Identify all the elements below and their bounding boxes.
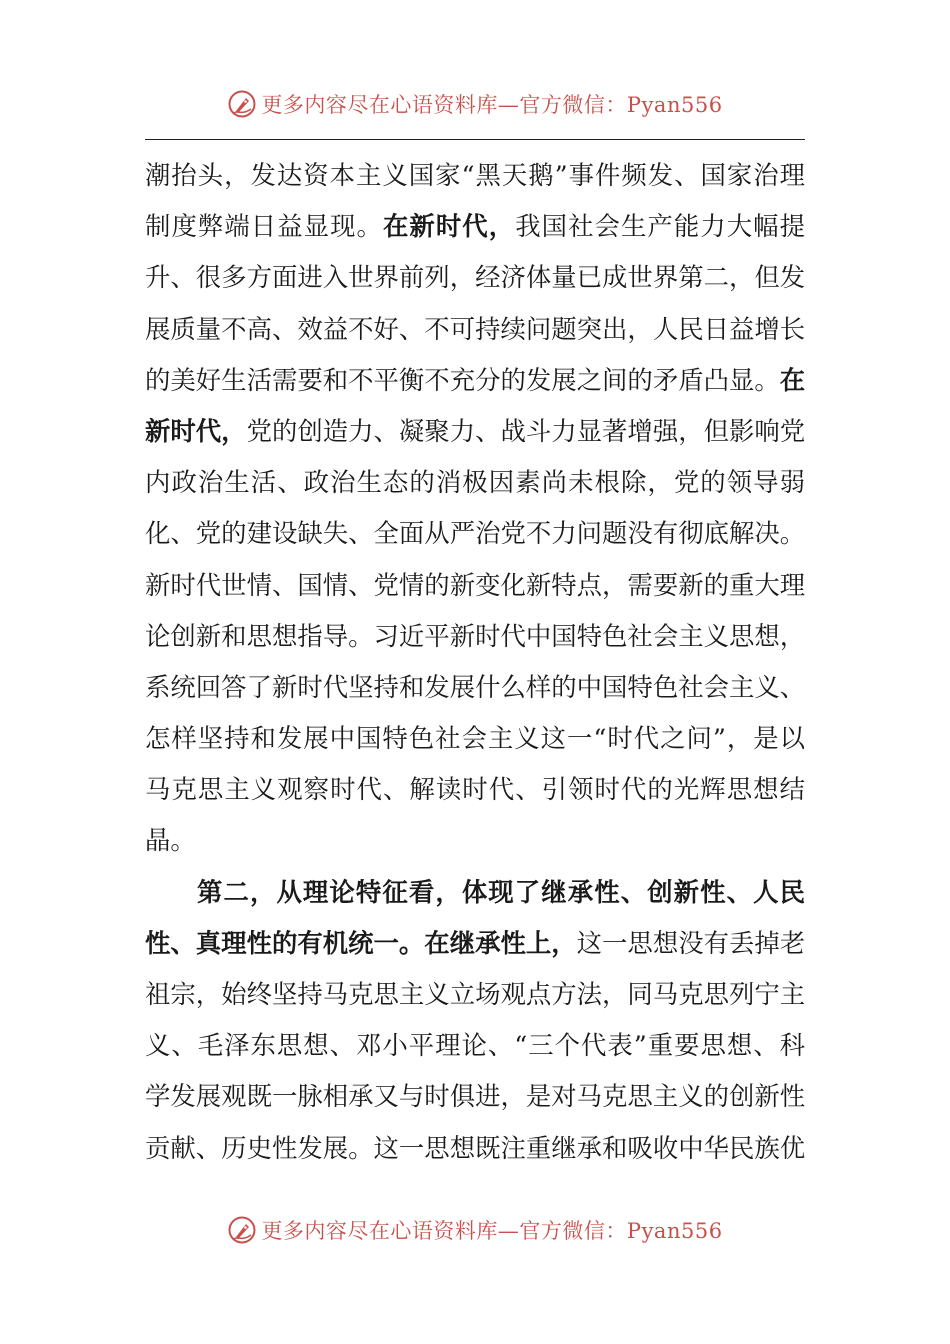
text-line	[145, 867, 805, 918]
text-line	[145, 252, 805, 303]
bold-text-run: 新时代，	[145, 415, 247, 446]
bold-text-run: 在	[779, 364, 805, 395]
header-divider	[145, 139, 805, 140]
text-run: 祖宗，始终坚持马克思主义立场观点方法，同马克思列宁主	[145, 979, 805, 1009]
text-line	[145, 1123, 805, 1174]
text-line	[145, 150, 805, 201]
text-run: 义、毛泽东思想、邓小平理论、“三个代表”重要思想、科	[145, 1030, 805, 1061]
bold-text-run: 在新时代，	[382, 211, 516, 242]
text-run: 制度弊端日益显现。	[145, 211, 383, 242]
text-line	[145, 355, 805, 406]
text-line	[145, 1071, 805, 1122]
text-run: 马克思主义观察时代、解读时代、引领时代的光辉思想结	[145, 774, 805, 805]
header-watermark	[0, 84, 950, 124]
text-run: 这一思想没有丢掉老	[576, 927, 805, 958]
text-line	[145, 508, 805, 559]
bold-text-run: 在继承性上，	[424, 927, 577, 958]
text-line	[145, 406, 805, 457]
text-run: 党的创造力、凝聚力、战斗力显著增强，但影响党	[246, 415, 805, 446]
text-run: 内政治生活、政治生态的消极因素尚未根除，党的领导弱	[145, 467, 805, 498]
text-line	[145, 815, 805, 866]
text-line	[145, 611, 805, 662]
text-line	[145, 713, 805, 764]
text-line	[145, 560, 805, 611]
text-run: 潮抬头，发达资本主义国家“黑天鹅”事件频发、国家治理	[145, 160, 805, 190]
text-line	[145, 457, 805, 508]
text-line	[145, 969, 805, 1020]
pen-nib-logo-icon	[227, 1215, 257, 1245]
text-run: 化、党的建设缺失、全面从严治党不力问题没有彻底解决。	[145, 518, 805, 549]
text-line	[145, 662, 805, 713]
footer-watermark	[0, 1210, 950, 1250]
text-line	[145, 764, 805, 815]
document-body	[145, 150, 805, 1174]
text-run: 我国社会生产能力大幅提	[515, 211, 805, 242]
header-watermark-text: 更多内容尽在心语资料库—官方微信：Pyan556	[261, 93, 723, 117]
text-line	[145, 918, 805, 969]
text-line	[145, 201, 805, 252]
bold-text-run: 性、真理性的有机统一。	[145, 927, 425, 958]
text-run: 论创新和思想指导。习近平新时代中国特色社会主义思想，	[145, 620, 805, 651]
footer-watermark-text: 更多内容尽在心语资料库—官方微信：Pyan556	[261, 1219, 723, 1243]
text-run: 怎样坚持和发展中国特色社会主义这一“时代之问”，是以	[145, 723, 805, 754]
text-run: 升、很多方面进入世界前列，经济体量已成世界第二，但发	[145, 262, 805, 293]
text-run: 晶。	[145, 825, 196, 856]
text-line	[145, 1020, 805, 1071]
text-run: 系统回答了新时代坚持和发展什么样的中国特色社会主义、	[145, 671, 805, 702]
text-run: 新时代世情、国情、党情的新变化新特点，需要新的重大理	[145, 569, 805, 600]
pen-nib-logo-icon	[227, 89, 257, 119]
text-run: 的美好生活需要和不平衡不充分的发展之间的矛盾凸显。	[145, 364, 780, 395]
text-line	[145, 304, 805, 355]
bold-text-run: 第二，从理论特征看，体现了继承性、创新性、人民	[197, 876, 805, 907]
text-run: 展质量不高、效益不好、不可持续问题突出，人民日益增长	[145, 313, 805, 344]
text-run: 贡献、历史性发展。这一思想既注重继承和吸收中华民族优	[145, 1132, 805, 1163]
text-run: 学发展观既一脉相承又与时俱进，是对马克思主义的创新性	[145, 1081, 805, 1112]
